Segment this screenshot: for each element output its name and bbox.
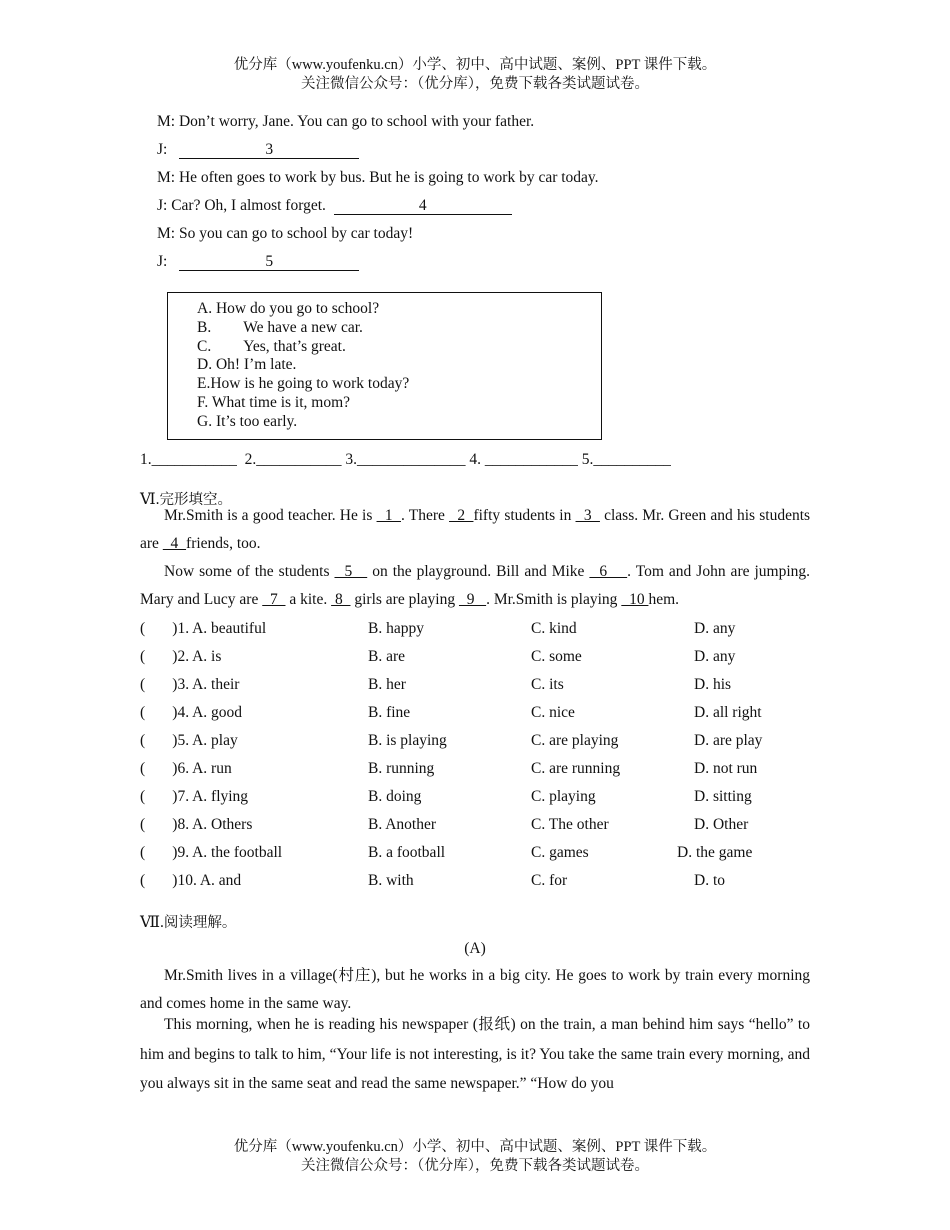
question-option-b[interactable]: B. her (368, 676, 406, 693)
dialogue-line-4 (157, 197, 512, 215)
page-footer (0, 1138, 950, 1176)
question-option-b[interactable]: B. with (368, 872, 414, 889)
cloze-blank-4[interactable]: 4 (162, 535, 187, 552)
question-row (140, 816, 840, 844)
question-row (140, 788, 840, 816)
cloze-blank-5[interactable]: 5 (334, 563, 368, 580)
dialogue-line-5: M: So you can go to school by car today! (157, 225, 414, 242)
question-row (140, 760, 840, 788)
answer-line: 1.___________ 2.___________ 3.______________ 4. ____________ 5.__________ (140, 451, 671, 468)
text: . Tom and John are jumping. Mary and Lucy are (140, 563, 811, 608)
question-option-c[interactable]: C. nice (531, 704, 575, 721)
section-7-heading (140, 911, 236, 932)
text: . Mr.Smith is playing (486, 591, 622, 608)
question-row (140, 844, 840, 872)
dialogue-line-1: M: Don’t worry, Jane. You can go to school with your father. (157, 113, 535, 130)
cloze-blank-7[interactable]: 7 (262, 591, 286, 608)
cloze-blank-10[interactable]: 10 (621, 591, 649, 608)
option-a: A. How do you go to school? (197, 300, 380, 317)
text: a kite. (285, 591, 332, 608)
text: friends, too. (186, 535, 261, 552)
reading-paragraph-2 (140, 1010, 810, 1099)
blank-number: 3 (265, 141, 274, 158)
cloze-paragraph-2 (140, 558, 810, 614)
section-number: Ⅵ. (140, 491, 160, 508)
question-option-d[interactable]: D. to (694, 872, 725, 889)
options-box (167, 292, 602, 440)
text: Mr.Smith is a good teacher. He is (164, 507, 377, 524)
text: class. Mr. Green and his students are (140, 507, 811, 552)
section-title: 完形填空。 (159, 492, 232, 508)
option-g: G. It’s too early. (197, 413, 298, 430)
option-text: We have a new car. (243, 319, 363, 336)
cloze-blank-1[interactable]: 1 (376, 507, 401, 524)
question-option-b[interactable]: B. is playing (368, 732, 447, 749)
text: hem. (648, 591, 679, 608)
cloze-blank-3[interactable]: 3 (575, 507, 600, 524)
question-option-a[interactable]: ( )8. A. Others (140, 816, 253, 833)
dialogue-line-3: M: He often goes to work by bus. But he is going to work by car today. (157, 169, 599, 186)
cloze-blank-8[interactable]: 8 (331, 591, 351, 608)
question-option-d[interactable]: D. are play (694, 732, 763, 749)
question-option-a[interactable]: ( )5. A. play (140, 732, 238, 749)
header-line-1: 优分库（www.youfenku.cn）小学、初中、高中试题、案例、PPT 课件下载。 (233, 57, 717, 73)
text: Now some of the students (164, 563, 335, 580)
question-row (140, 732, 840, 760)
text: . There (400, 507, 450, 524)
question-option-a[interactable]: ( )2. A. is (140, 648, 222, 665)
option-b (197, 319, 363, 337)
question-option-d[interactable]: D. Other (694, 816, 749, 833)
question-option-a[interactable]: ( )1. A. beautiful (140, 620, 267, 637)
question-row (140, 676, 840, 704)
question-option-d[interactable]: D. any (694, 648, 736, 665)
speaker-label: J: (157, 253, 168, 270)
question-option-a[interactable]: ( )3. A. their (140, 676, 240, 693)
dialogue-line-6 (157, 253, 359, 271)
blank-number: 4 (418, 197, 427, 214)
text: This morning, when he is reading his newspaper (报纸) on the train, a man behind him says “hello” to him and begins to talk to him, “Your life is not interesting, is it? You take the same train every morning, and you always sit in the same seat and read the same newspaper.” “How do you (140, 1016, 810, 1092)
option-letter: C. (197, 338, 212, 355)
option-e: E.How is he going to work today? (197, 375, 410, 392)
footer-line-1: 优分库（www.youfenku.cn）小学、初中、高中试题、案例、PPT 课件下载。 (233, 1139, 717, 1155)
page-header (0, 56, 950, 94)
question-option-c[interactable]: C. some (531, 648, 582, 665)
question-option-b[interactable]: B. fine (368, 704, 411, 721)
question-row (140, 704, 840, 732)
option-letter: B. (197, 319, 212, 336)
question-option-c[interactable]: C. are playing (531, 732, 619, 749)
blank-number: 5 (265, 253, 274, 270)
answer-blank-5[interactable] (179, 254, 359, 271)
question-option-d[interactable]: D. sitting (694, 788, 752, 805)
question-option-c[interactable]: C. kind (531, 620, 577, 637)
question-option-c[interactable]: C. The other (531, 816, 609, 833)
question-option-c[interactable]: C. games (531, 844, 589, 861)
question-option-a[interactable]: ( )4. A. good (140, 704, 243, 721)
passage-label: (A) (464, 940, 486, 957)
text: fifty students in (473, 507, 576, 524)
question-option-b[interactable]: B. running (368, 760, 435, 777)
option-d: D. Oh! I’m late. (197, 356, 297, 373)
question-option-c[interactable]: C. are running (531, 760, 621, 777)
question-row (140, 872, 840, 900)
option-text: Yes, that’s great. (243, 338, 346, 355)
speaker-label: J: (157, 141, 168, 158)
text: Mr.Smith lives in a village(村庄), but he works in a big city. He goes to work by train every morning and comes home in the same way. (140, 967, 810, 1012)
cloze-blank-2[interactable]: 2 (449, 507, 474, 524)
question-option-a[interactable]: ( )6. A. run (140, 760, 232, 777)
question-option-d[interactable]: D. the game (677, 844, 753, 861)
question-option-d[interactable]: D. all right (694, 704, 762, 721)
question-option-b[interactable]: B. are (368, 648, 406, 665)
header-line-2: 关注微信公众号：（优分库），免费下载各类试题试卷。 (301, 76, 649, 92)
dialogue-text: J: Car? Oh, I almost forget. (157, 197, 326, 214)
question-option-a[interactable]: ( )10. A. and (140, 872, 242, 889)
question-option-b[interactable]: B. Another (368, 816, 437, 833)
question-option-c[interactable]: C. for (531, 872, 568, 889)
question-option-d[interactable]: D. his (694, 676, 732, 693)
question-option-b[interactable]: B. doing (368, 788, 422, 805)
section-number: Ⅶ. (140, 914, 164, 931)
option-f: F. What time is it, mom? (197, 394, 351, 411)
footer-line-2: 关注微信公众号：（优分库），免费下载各类试题试卷。 (301, 1158, 649, 1174)
question-row (140, 620, 840, 648)
cloze-blank-6[interactable]: 6 (589, 563, 628, 580)
question-option-c[interactable]: C. playing (531, 788, 596, 805)
option-c (197, 338, 346, 356)
question-option-c[interactable]: C. its (531, 676, 564, 693)
question-option-a[interactable]: ( )7. A. flying (140, 788, 249, 805)
cloze-blank-9[interactable]: 9 (458, 591, 487, 608)
question-option-b[interactable]: B. a football (368, 844, 446, 861)
dialogue-line-2 (157, 141, 359, 159)
answer-blank-3[interactable] (179, 142, 359, 159)
cloze-paragraph-1 (140, 502, 810, 558)
text: girls are playing (350, 591, 459, 608)
question-option-d[interactable]: D. any (694, 620, 736, 637)
section-title: 阅读理解。 (163, 915, 237, 931)
answer-blank-4[interactable] (334, 198, 512, 215)
question-option-a[interactable]: ( )9. A. the football (140, 844, 283, 861)
question-row (140, 648, 840, 676)
question-option-d[interactable]: D. not run (694, 760, 758, 777)
question-option-b[interactable]: B. happy (368, 620, 424, 637)
text: on the playground. Bill and Mike (367, 563, 590, 580)
